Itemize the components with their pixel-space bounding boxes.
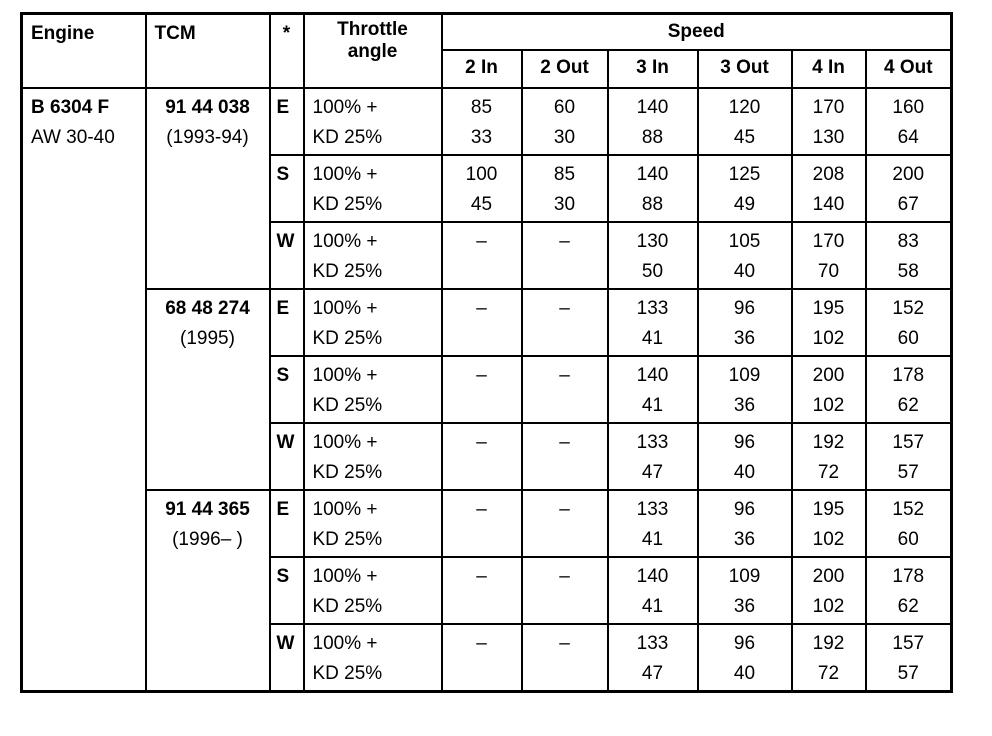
- speed-value: 36: [733, 529, 756, 550]
- speed-value: [523, 525, 607, 555]
- throttle-line: 100% +: [312, 298, 378, 319]
- speed-value: [443, 257, 521, 287]
- header-speed-col: 2 Out: [522, 50, 608, 88]
- speed-value: 49: [733, 194, 756, 215]
- speed-value: 67: [897, 194, 919, 215]
- speed-value: –: [476, 365, 487, 386]
- speed-value: 57: [897, 462, 919, 483]
- speed-value-cell: [442, 289, 522, 356]
- speed-value-cell: [792, 557, 866, 624]
- mode-cell: E: [270, 490, 304, 557]
- speed-value: 60: [553, 97, 576, 118]
- speed-value: 41: [641, 395, 664, 416]
- speed-value-cell: [866, 222, 952, 289]
- speed-value: 170: [812, 97, 845, 118]
- throttle-line: KD 25%: [312, 395, 383, 416]
- speed-value: 192: [812, 432, 845, 453]
- speed-value-cell: [442, 222, 522, 289]
- speed-value-cell: [608, 624, 698, 692]
- speed-value-cell: [792, 155, 866, 222]
- speed-value: 40: [733, 261, 756, 282]
- speed-value: 105: [728, 231, 761, 252]
- throttle-cell: [304, 423, 442, 490]
- speed-value: 58: [897, 261, 919, 282]
- speed-value: 41: [641, 596, 664, 617]
- speed-value-cell: [866, 155, 952, 222]
- speed-value: –: [476, 566, 487, 587]
- speed-value: [523, 391, 607, 421]
- mode-cell: S: [270, 557, 304, 624]
- speed-value: 60: [897, 328, 919, 349]
- speed-value: 36: [733, 596, 756, 617]
- speed-value: [523, 324, 607, 354]
- speed-value: 100: [465, 164, 498, 185]
- speed-value-cell: [608, 490, 698, 557]
- speed-value-cell: [442, 356, 522, 423]
- speed-value: 102: [812, 328, 845, 349]
- speed-value: 88: [641, 127, 664, 148]
- throttle-cell: [304, 222, 442, 289]
- throttle-cell: [304, 624, 442, 692]
- throttle-line: 100% +: [312, 499, 378, 520]
- table-row: [22, 88, 952, 155]
- throttle-cell: [304, 88, 442, 155]
- speed-value: 152: [892, 499, 925, 520]
- speed-value-cell: [522, 490, 608, 557]
- speed-value: 140: [636, 566, 669, 587]
- speed-value: –: [476, 432, 487, 453]
- speed-value: 195: [812, 298, 845, 319]
- throttle-line: KD 25%: [312, 663, 383, 684]
- header-speed-col: 4 Out: [866, 50, 952, 88]
- throttle-line: 100% +: [312, 566, 378, 587]
- tcm-cell: [146, 88, 270, 289]
- transmission-model: AW 30-40: [31, 127, 115, 148]
- mode-cell: E: [270, 88, 304, 155]
- speed-value: 130: [812, 127, 845, 148]
- tcm-years: (1995): [180, 328, 235, 349]
- speed-value-cell: [866, 490, 952, 557]
- mode-cell: S: [270, 356, 304, 423]
- tcm-number: 68 48 274: [165, 298, 250, 319]
- speed-value: 96: [733, 298, 756, 319]
- throttle-cell: [304, 490, 442, 557]
- speed-value-cell: [792, 356, 866, 423]
- table-row: [22, 289, 952, 356]
- speed-value: –: [476, 298, 487, 319]
- speed-value: 47: [641, 663, 664, 684]
- shift-speed-table: [20, 12, 953, 693]
- speed-value: 88: [641, 194, 664, 215]
- speed-value-cell: [866, 356, 952, 423]
- tcm-cell: [146, 289, 270, 490]
- speed-value: 72: [817, 663, 840, 684]
- tcm-years: (1993-94): [166, 127, 249, 148]
- speed-value: [523, 659, 607, 689]
- header-speed-col: 3 In: [608, 50, 698, 88]
- throttle-line: 100% +: [312, 164, 378, 185]
- speed-value: –: [559, 231, 570, 252]
- speed-value: 109: [728, 365, 761, 386]
- speed-value: [523, 458, 607, 488]
- speed-value: 30: [553, 194, 576, 215]
- speed-value-cell: [608, 289, 698, 356]
- speed-value: 70: [817, 261, 840, 282]
- speed-value-cell: [866, 88, 952, 155]
- speed-value-cell: [866, 557, 952, 624]
- speed-value-cell: [792, 624, 866, 692]
- header-engine: Engine: [22, 14, 146, 89]
- speed-value: 140: [636, 164, 669, 185]
- throttle-line: 100% +: [312, 231, 378, 252]
- speed-value: 64: [897, 127, 919, 148]
- throttle-line: 100% +: [312, 365, 378, 386]
- throttle-line: KD 25%: [312, 596, 383, 617]
- throttle-line: KD 25%: [312, 127, 383, 148]
- table-row: [22, 490, 952, 557]
- speed-value: 152: [892, 298, 925, 319]
- speed-value: 60: [897, 529, 919, 550]
- speed-value-cell: [522, 289, 608, 356]
- speed-value: 157: [892, 432, 925, 453]
- speed-value: 178: [892, 566, 925, 587]
- mode-cell: S: [270, 155, 304, 222]
- speed-value-cell: [522, 423, 608, 490]
- speed-value: –: [559, 365, 570, 386]
- speed-value: 125: [728, 164, 761, 185]
- throttle-line: 100% +: [312, 633, 378, 654]
- speed-value: 30: [553, 127, 576, 148]
- speed-value: 47: [641, 462, 664, 483]
- throttle-cell: [304, 289, 442, 356]
- speed-value-cell: [442, 155, 522, 222]
- speed-value: 57: [897, 663, 919, 684]
- mode-cell: W: [270, 423, 304, 490]
- mode-cell: W: [270, 222, 304, 289]
- speed-value: [443, 659, 521, 689]
- speed-value: 102: [812, 529, 845, 550]
- throttle-line: KD 25%: [312, 194, 383, 215]
- speed-value-cell: [698, 222, 792, 289]
- speed-value: [443, 525, 521, 555]
- speed-value: 170: [812, 231, 845, 252]
- speed-value-cell: [792, 289, 866, 356]
- speed-value: –: [559, 633, 570, 654]
- speed-value: 62: [897, 395, 919, 416]
- speed-value-cell: [698, 624, 792, 692]
- speed-value: 140: [636, 365, 669, 386]
- speed-value: 40: [733, 663, 756, 684]
- throttle-line: KD 25%: [312, 529, 383, 550]
- shift-speed-table-sheet: [20, 12, 953, 693]
- speed-value: 130: [636, 231, 669, 252]
- throttle-cell: [304, 557, 442, 624]
- throttle-line: KD 25%: [312, 261, 383, 282]
- speed-value-cell: [608, 557, 698, 624]
- speed-value-cell: [698, 88, 792, 155]
- header-mode: *: [270, 14, 304, 89]
- speed-value: [523, 592, 607, 622]
- speed-value: 178: [892, 365, 925, 386]
- speed-value: –: [559, 298, 570, 319]
- speed-value: 192: [812, 633, 845, 654]
- speed-value: 133: [636, 432, 669, 453]
- speed-value: [443, 324, 521, 354]
- speed-value: –: [476, 499, 487, 520]
- speed-value-cell: [442, 88, 522, 155]
- throttle-cell: [304, 356, 442, 423]
- speed-value: 200: [812, 365, 845, 386]
- speed-value: 140: [636, 97, 669, 118]
- engine-code: B 6304 F: [31, 97, 110, 118]
- speed-value-cell: [792, 88, 866, 155]
- speed-value: 200: [892, 164, 925, 185]
- speed-value: 41: [641, 328, 664, 349]
- speed-value-cell: [698, 289, 792, 356]
- speed-value: 133: [636, 499, 669, 520]
- speed-value-cell: [442, 557, 522, 624]
- speed-value: 133: [636, 298, 669, 319]
- speed-value: [523, 257, 607, 287]
- speed-value-cell: [792, 423, 866, 490]
- speed-value-cell: [522, 155, 608, 222]
- speed-value-cell: [522, 557, 608, 624]
- throttle-line: 100% +: [312, 97, 378, 118]
- speed-value: 160: [892, 97, 925, 118]
- speed-value: 83: [897, 231, 919, 252]
- speed-value: 157: [892, 633, 925, 654]
- speed-value-cell: [522, 88, 608, 155]
- throttle-line: KD 25%: [312, 462, 383, 483]
- speed-value: 208: [812, 164, 845, 185]
- speed-value: 36: [733, 328, 756, 349]
- speed-value: 102: [812, 596, 845, 617]
- speed-value-cell: [608, 356, 698, 423]
- speed-value: 85: [470, 97, 493, 118]
- speed-value: 109: [728, 566, 761, 587]
- throttle-line: KD 25%: [312, 328, 383, 349]
- speed-value: 36: [733, 395, 756, 416]
- speed-value: [443, 458, 521, 488]
- mode-cell: W: [270, 624, 304, 692]
- speed-value: 45: [470, 194, 493, 215]
- tcm-years: (1996– ): [172, 529, 243, 550]
- mode-cell: E: [270, 289, 304, 356]
- speed-value: 200: [812, 566, 845, 587]
- speed-value: 41: [641, 529, 664, 550]
- speed-value: –: [476, 633, 487, 654]
- speed-value-cell: [442, 624, 522, 692]
- speed-value-cell: [522, 624, 608, 692]
- speed-value-cell: [866, 423, 952, 490]
- speed-value: 33: [470, 127, 493, 148]
- speed-value: –: [559, 432, 570, 453]
- header-tcm: TCM: [146, 14, 270, 89]
- tcm-number: 91 44 365: [165, 499, 250, 520]
- speed-value: 62: [897, 596, 919, 617]
- header-speed-col: 4 In: [792, 50, 866, 88]
- speed-value: 120: [728, 97, 761, 118]
- speed-value-cell: [698, 557, 792, 624]
- header-speed: Speed: [442, 14, 952, 50]
- speed-value-cell: [522, 222, 608, 289]
- tcm-cell: [146, 490, 270, 692]
- speed-value-cell: [792, 490, 866, 557]
- speed-value-cell: [442, 423, 522, 490]
- speed-value: –: [476, 231, 487, 252]
- speed-value-cell: [608, 423, 698, 490]
- speed-value-cell: [442, 490, 522, 557]
- speed-value-cell: [608, 222, 698, 289]
- speed-value-cell: [698, 155, 792, 222]
- speed-value-cell: [698, 490, 792, 557]
- speed-value: 50: [641, 261, 664, 282]
- speed-value-cell: [792, 222, 866, 289]
- speed-value-cell: [522, 356, 608, 423]
- speed-value: 195: [812, 499, 845, 520]
- speed-value: 45: [733, 127, 756, 148]
- speed-value-cell: [698, 356, 792, 423]
- speed-value: 96: [733, 633, 756, 654]
- throttle-line: 100% +: [312, 432, 378, 453]
- header-speed-col: 2 In: [442, 50, 522, 88]
- speed-value-cell: [866, 624, 952, 692]
- speed-value: 140: [812, 194, 845, 215]
- header-speed-col: 3 Out: [698, 50, 792, 88]
- tcm-number: 91 44 038: [165, 97, 250, 118]
- header-row: [22, 14, 952, 50]
- throttle-cell: [304, 155, 442, 222]
- speed-value: [443, 391, 521, 421]
- speed-value: –: [559, 566, 570, 587]
- speed-value: 102: [812, 395, 845, 416]
- speed-value-cell: [866, 289, 952, 356]
- engine-cell: [22, 88, 146, 692]
- speed-value: [443, 592, 521, 622]
- speed-value: 72: [817, 462, 840, 483]
- speed-value: 40: [733, 462, 756, 483]
- speed-value: 85: [553, 164, 576, 185]
- speed-value-cell: [608, 155, 698, 222]
- header-throttle-angle: Throttle angle: [304, 14, 442, 89]
- speed-value-cell: [698, 423, 792, 490]
- speed-value: 96: [733, 499, 756, 520]
- speed-value: 133: [636, 633, 669, 654]
- speed-value: 96: [733, 432, 756, 453]
- speed-value-cell: [608, 88, 698, 155]
- speed-value: –: [559, 499, 570, 520]
